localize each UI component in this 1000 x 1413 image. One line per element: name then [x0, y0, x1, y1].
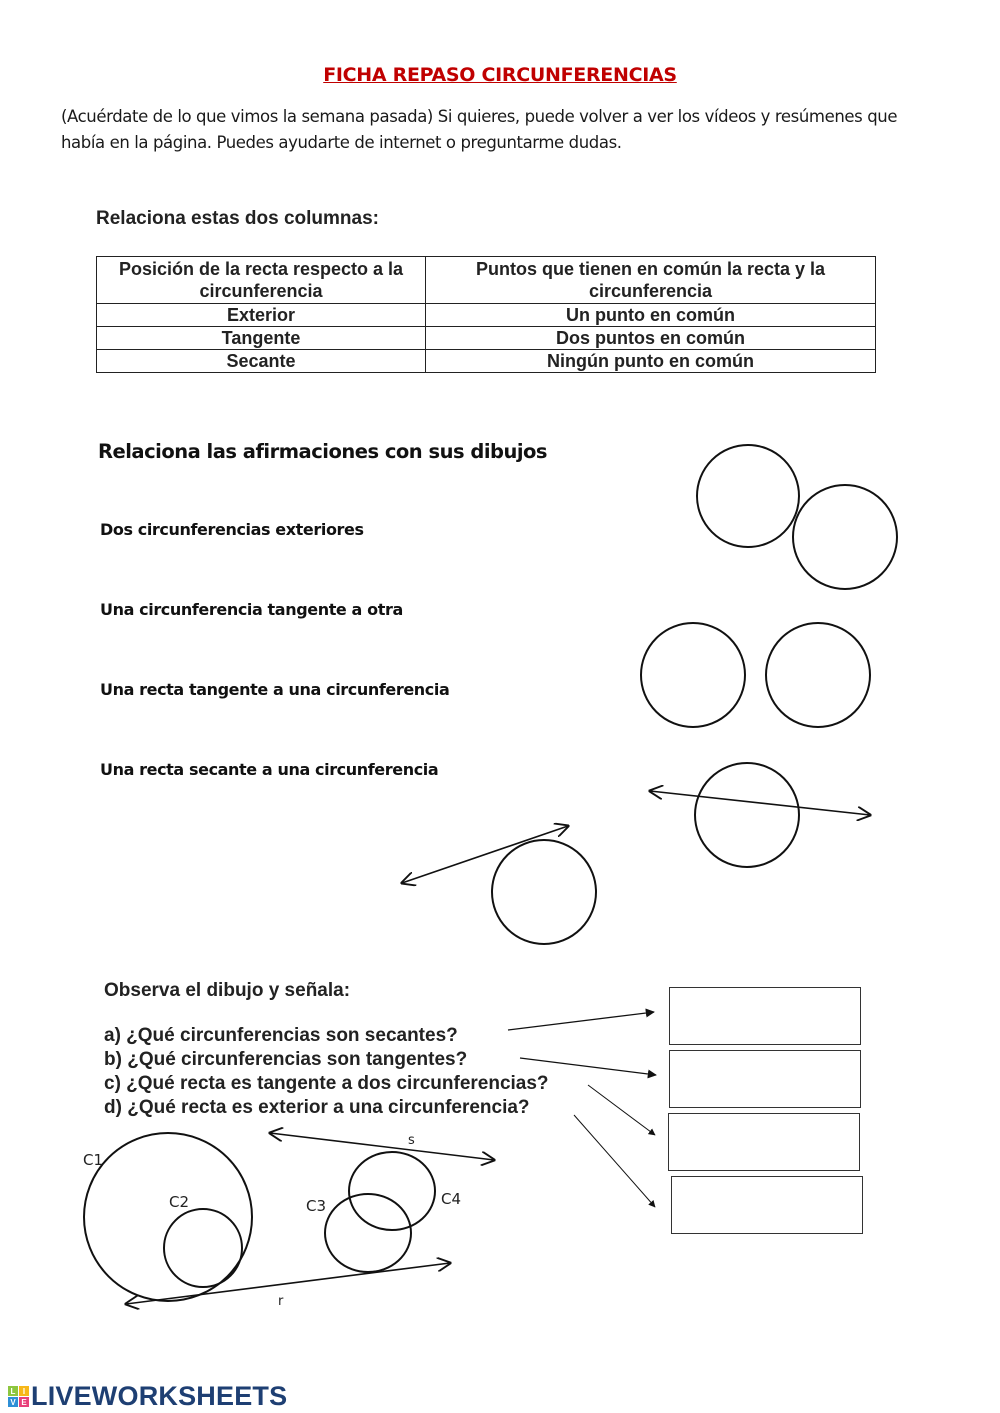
question-arrows — [508, 1012, 656, 1207]
answer-box-b[interactable] — [669, 1050, 861, 1108]
table-cell: Exterior — [97, 304, 426, 327]
liveworksheets-logo[interactable] — [8, 1381, 287, 1412]
section1-heading: Relaciona estas dos columnas: — [96, 208, 379, 229]
question-b: b) ¿Qué circunferencias son tangentes? — [104, 1049, 468, 1070]
drawing-tangent-circles[interactable] — [697, 445, 897, 589]
label-c3: C3 — [306, 1197, 327, 1215]
section2-heading: Relaciona las afirmaciones con sus dibujos — [98, 440, 548, 463]
label-s: s — [408, 1133, 415, 1148]
table-header-cell: Posición de la recta respecto a la circunferencia — [97, 257, 426, 304]
statement-item[interactable]: Una recta tangente a una circunferencia — [100, 680, 450, 699]
logo-letter: V — [8, 1397, 18, 1407]
table-cell: Ningún punto en común — [426, 350, 876, 373]
logo-letter: I — [19, 1386, 29, 1396]
drawing-tangent-line[interactable] — [402, 826, 596, 944]
intro-text: (Acuérdate de lo que vimos la semana pasada) Si quieres, puede volver a ver los vídeos y resúmenes que había en la página. Puedes ayudarte de internet o preguntarme dudas. — [61, 107, 898, 152]
label-c1: C1 — [83, 1151, 104, 1169]
section3-heading: Observa el dibujo y señala: — [104, 980, 351, 1001]
label-c4: C4 — [441, 1190, 462, 1208]
answer-box-d[interactable] — [671, 1176, 863, 1234]
table-cell: Dos puntos en común — [426, 327, 876, 350]
question-a: a) ¿Qué circunferencias son secantes? — [104, 1025, 458, 1046]
answer-box-a[interactable] — [669, 987, 861, 1045]
label-c2: C2 — [169, 1193, 190, 1211]
worksheet-title: FICHA REPASO CIRCUNFERENCIAS — [323, 64, 677, 86]
line-r — [126, 1263, 450, 1304]
logo-text: LIVEWORKSHEETS — [31, 1381, 288, 1411]
question-c: c) ¿Qué recta es tangente a dos circunferencias? — [104, 1073, 549, 1094]
logo-letter: L — [8, 1386, 18, 1396]
logo-letter: E — [19, 1397, 29, 1407]
table-cell: Tangente — [97, 327, 426, 350]
question-d: d) ¿Qué recta es exterior a una circunferencia? — [104, 1097, 530, 1118]
circles-figure — [84, 1133, 494, 1304]
table-cell: Un punto en común — [426, 304, 876, 327]
answer-box-c[interactable] — [668, 1113, 860, 1171]
statement-item[interactable]: Una circunferencia tangente a otra — [100, 600, 403, 619]
table-header-cell: Puntos que tienen en común la recta y la circunferencia — [426, 257, 876, 304]
drawing-exterior-circles[interactable] — [641, 623, 870, 727]
statement-item[interactable]: Dos circunferencias exteriores — [100, 520, 364, 539]
statement-item[interactable]: Una recta secante a una circunferencia — [100, 760, 439, 779]
drawing-secant-line[interactable] — [650, 763, 870, 867]
table-cell: Secante — [97, 350, 426, 373]
label-r: r — [278, 1294, 284, 1309]
logo-icon — [8, 1386, 29, 1407]
line-s — [270, 1133, 494, 1160]
